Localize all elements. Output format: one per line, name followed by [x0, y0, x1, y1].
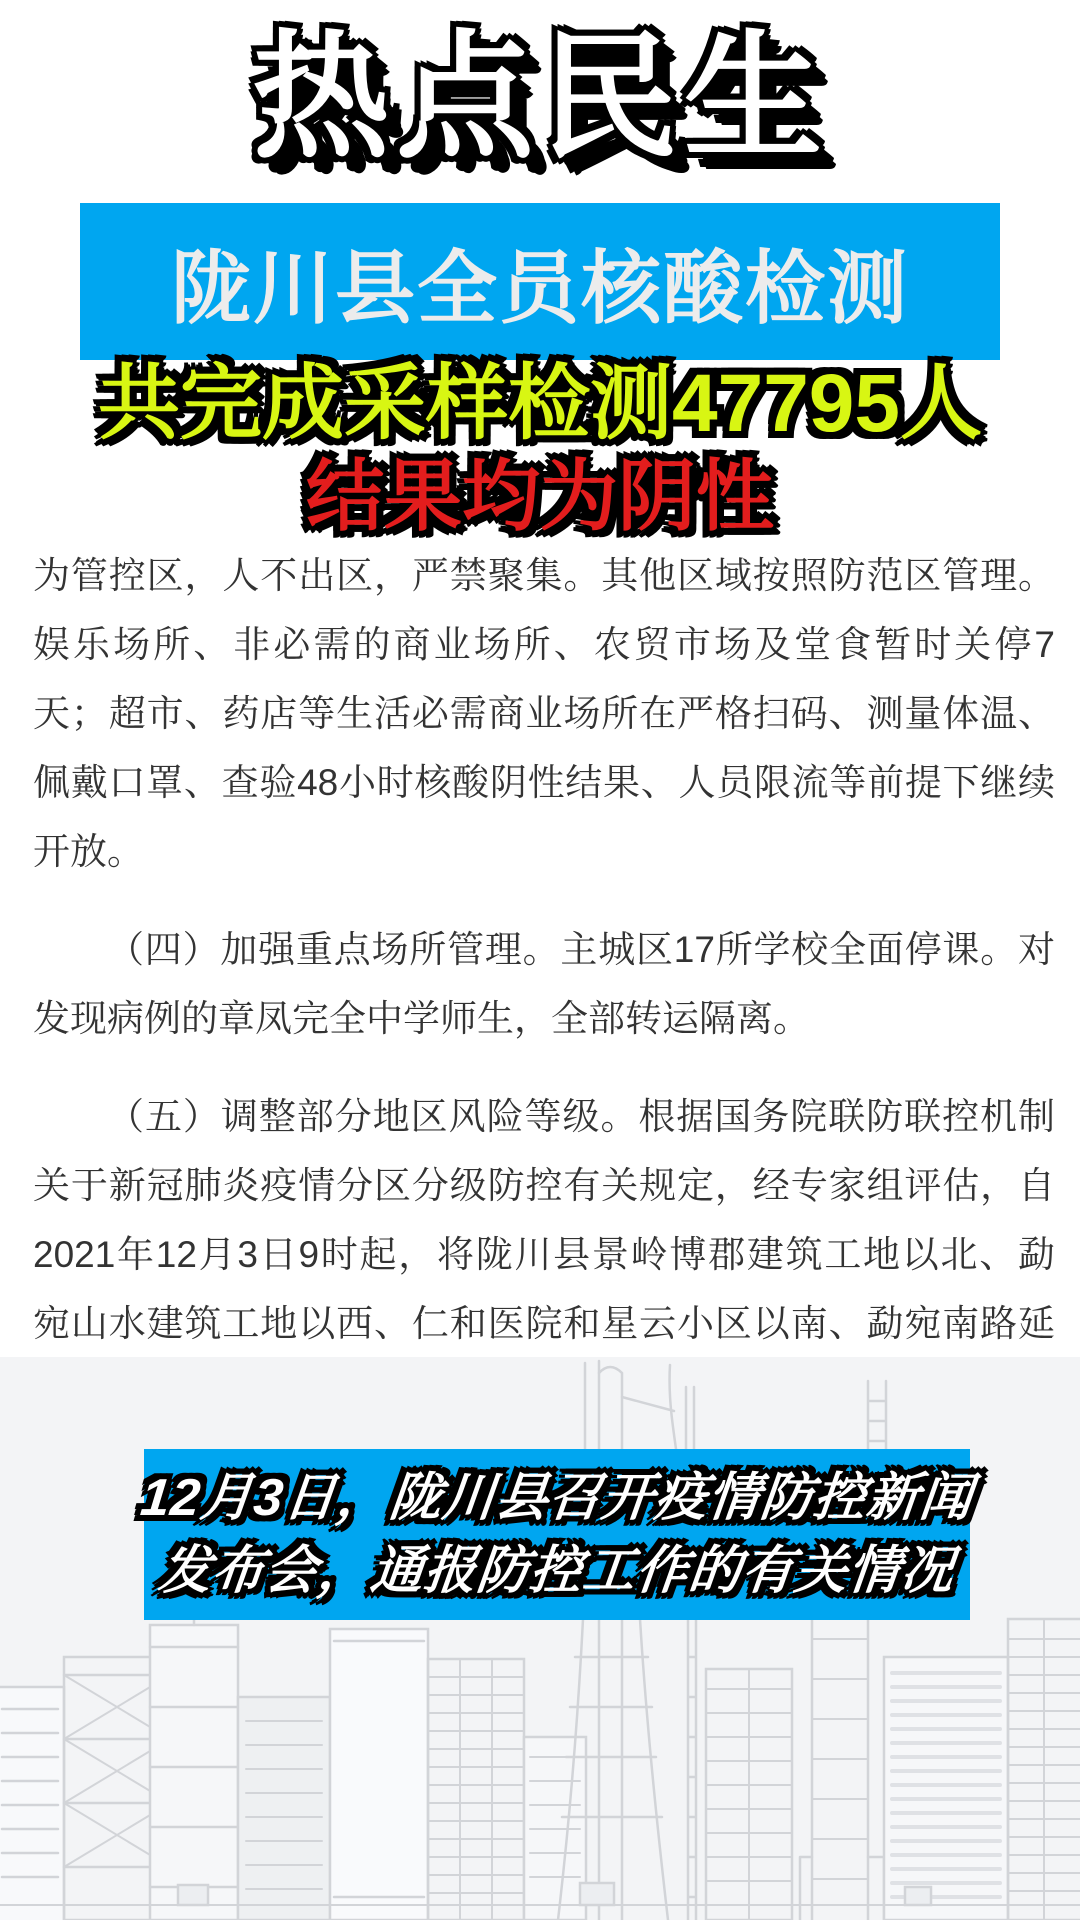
- doc-line: （四）加强重点场所管理。主城区17所学校全面停课。对: [107, 929, 1055, 970]
- headline-result-negative: 结果均为阴性: [305, 452, 774, 540]
- primary-banner-text: 陇川县全员核酸检测: [171, 244, 909, 333]
- document-scan-panel: [33, 541, 1055, 1358]
- paragraph-gap: [33, 886, 1055, 915]
- paragraph-gap: [33, 1053, 1055, 1082]
- skyline-footer: [0, 1357, 1080, 1920]
- doc-line: 天；超市、药店等生活必需商业场所在严格扫码、测量体温、: [33, 693, 1055, 734]
- masthead-calligraphy-title: 热点民生: [251, 21, 828, 175]
- doc-line: 佩戴口罩、查验48小时核酸阴性结果、人员限流等前提下继续: [33, 762, 1055, 803]
- doc-line: 关于新冠肺炎疫情分区分级防控有关规定，经专家组评估，自: [33, 1165, 1055, 1206]
- city-skyline-illustration: [0, 1357, 1080, 1920]
- doc-line: 为管控区，人不出区，严禁聚集。其他区域按照防范区管理。: [33, 555, 1055, 596]
- caption-blue-banner: [138, 1449, 976, 1620]
- primary-blue-banner: [80, 203, 1000, 360]
- caption-line-2: 发布会，通报防控工作的有关情况: [156, 1541, 958, 1600]
- doc-line: （五）调整部分地区风险等级。根据国务院联防联控机制: [107, 1096, 1055, 1137]
- doc-line: 娱乐场所、非必需的商业场所、农贸市场及堂食暂时关停7: [33, 624, 1055, 665]
- headline-sample-count: 共完成采样检测47795人: [97, 358, 983, 449]
- caption-line-1: 12月3日，陇川县召开疫情防控新闻: [138, 1468, 976, 1527]
- doc-line: 宛山水建筑工地以西、仁和医院和星云小区以南、勐宛南路延: [33, 1303, 1055, 1344]
- doc-line: 2021年12月3日9时起，将陇川县景岭博郡建筑工地以北、勐: [33, 1234, 1055, 1275]
- doc-line: 发现病例的章凤完全中学师生，全部转运隔离。: [33, 998, 810, 1039]
- doc-line: 开放。: [33, 831, 144, 872]
